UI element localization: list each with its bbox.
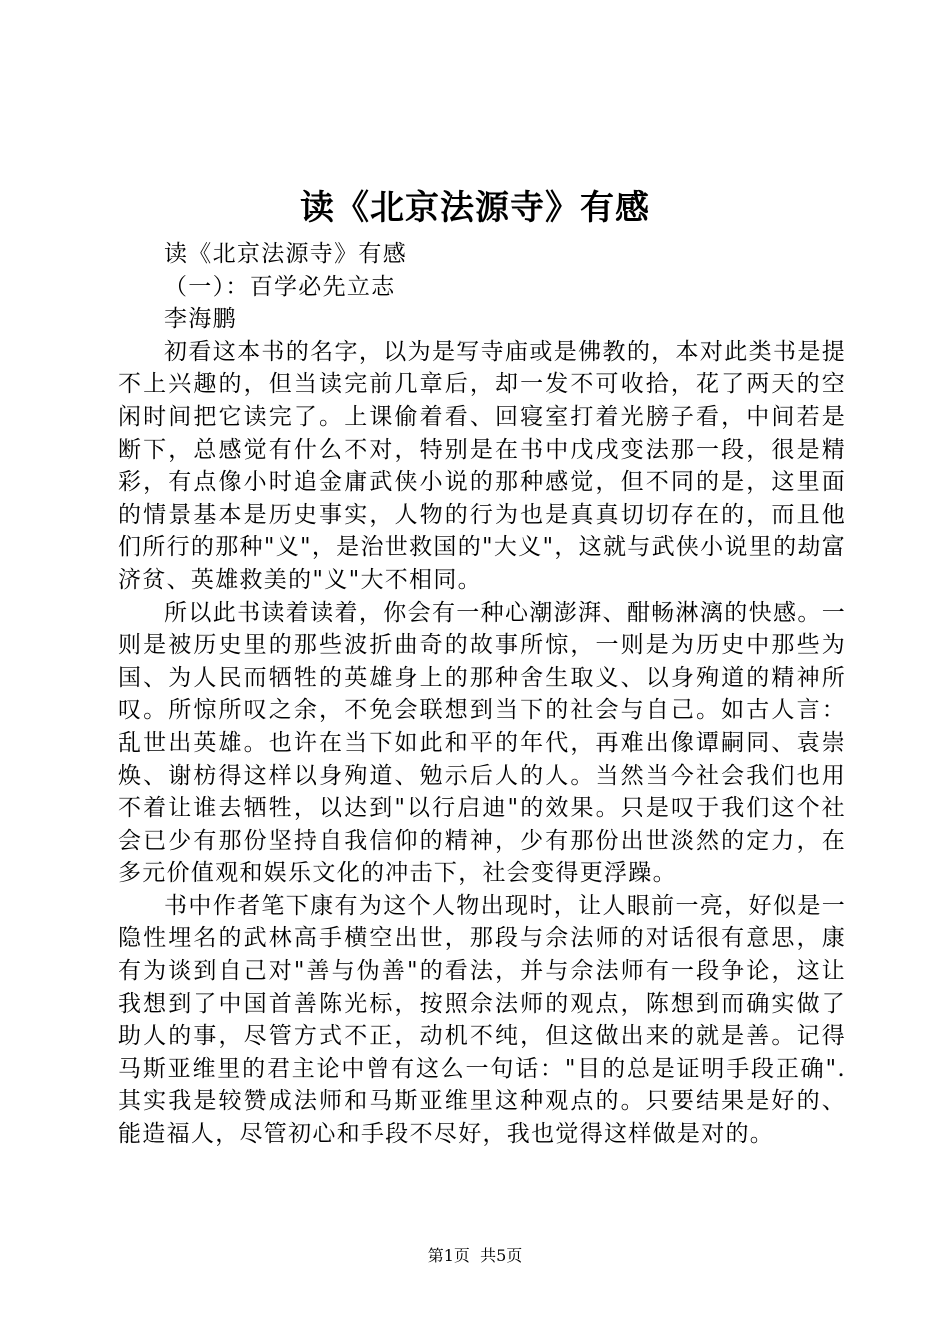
document-body [118, 238, 846, 1151]
page-total: 共5页 [480, 1246, 523, 1265]
body-paragraph: 书中作者笔下康有为这个人物出现时，让人眼前一亮，好似是一隐性埋名的武林高手横空出世，那段与佘法师的对话很有意思，康有为谈到自己对"善与伪善"的看法，并与佘法师有一段争论，这让我想到了中国首善陈光标，按照佘法师的观点，陈想到而确实做了助人的事，尽管方式不正，动机不纯，但这做出来的就是善。记得马斯亚维里的君主论中曾有这么一句话："目的总是证明手段正确".其实我是较赞成法师和马斯亚维里这种观点的。只要结果是好的、能造福人，尽管初心和手段不尽好，我也觉得这样做是对的。 [118, 892, 846, 1148]
footer-separator [470, 1246, 480, 1265]
document-title: 读《北京法源寺》有感 [300, 188, 650, 228]
author-name: 李海鹏 [164, 306, 237, 333]
section-heading: （一）：百学必先立志 [164, 273, 396, 300]
page-footer [0, 1244, 950, 1268]
body-paragraph: 所以此书读着读着，你会有一种心潮澎湃、酣畅淋漓的快感。一则是被历史里的那些波折曲奇的故事所惊，一则是为历史中那些为国、为人民而牺牲的英雄身上的那种舍生取义、以身殉道的精神所叹。所惊所叹之余，不免会联想到当下的社会与自己。如古人言：乱世出英雄。也许在当下如此和平的年代，再难出像谭嗣同、袁崇焕、谢枋得这样以身殉道、勉示后人的人。当然当今社会我们也用不着让谁去牺牲，以达到"以行启迪"的效果。只是叹于我们这个社会已少有那份坚持自我信仰的精神，少有那份出世淡然的定力，在多元价值观和娱乐文化的冲击下，社会变得更浮躁。 [118, 599, 846, 887]
subtitle-paragraph: 读《北京法源寺》有感 [164, 241, 407, 267]
page-number: 第1页 [427, 1246, 470, 1265]
body-paragraph: 初看这本书的名字，以为是写寺庙或是佛教的，本对此类书是提不上兴趣的，但当读完前几章后，却一发不可收拾，花了两天的空闲时间把它读完了。上课偷着看、回寝室打着光膀子看，中间若是断下，总感觉有什么不对，特别是在书中戊戌变法那一段，很是精彩，有点像小时追金庸武侠小说的那种感觉，但不同的是，这里面的情景基本是历史事实，人物的行为也是真真切切存在的，而且他们所行的那种"义"，是治世救国的"大义"，这就与武侠小说里的劫富济贫、英雄救美的"义"大不相同。 [118, 338, 846, 593]
